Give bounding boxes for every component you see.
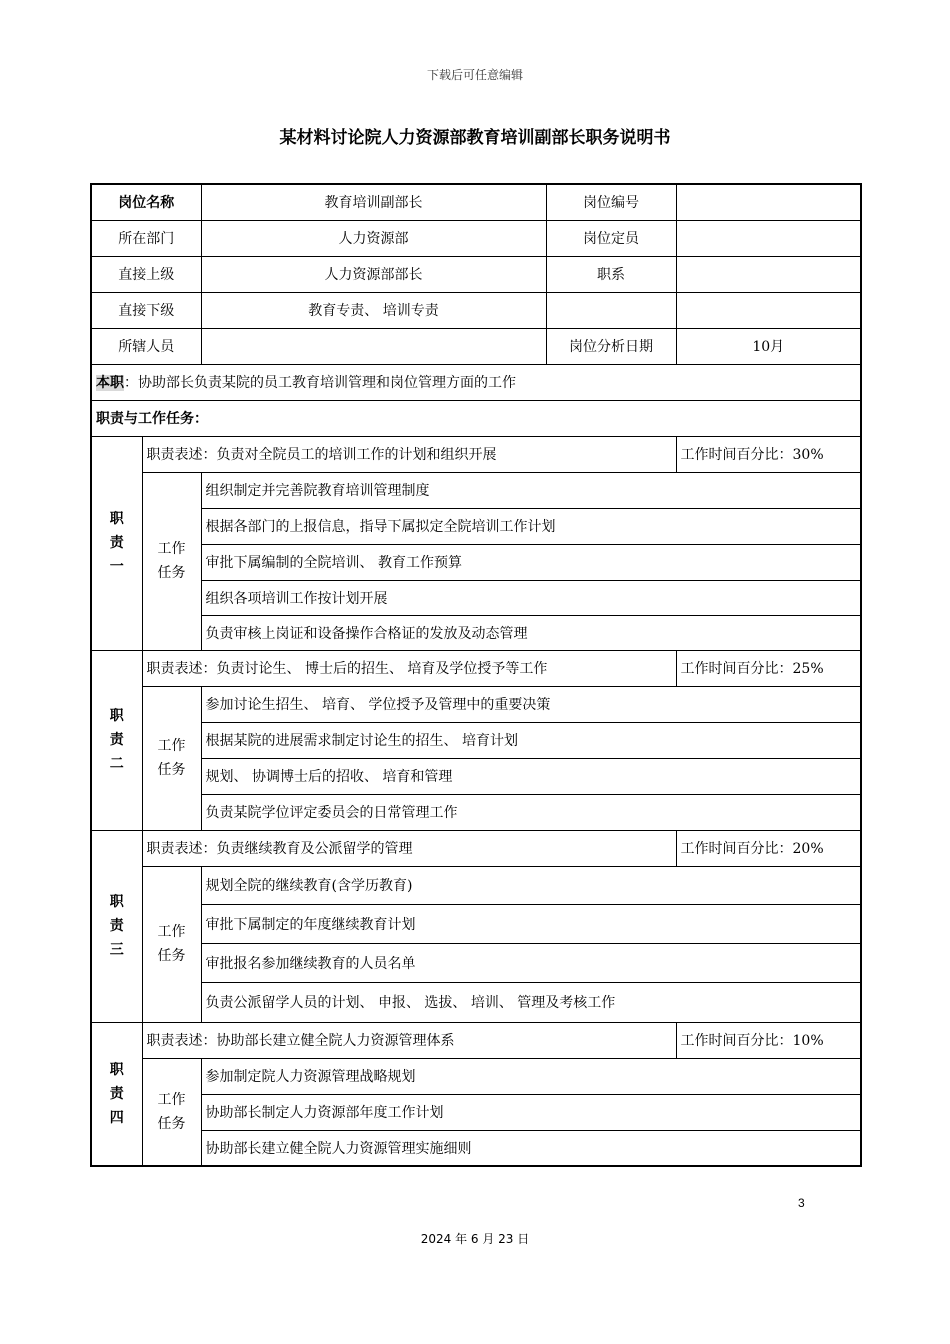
subordinate-value: 教育专责、 培训专责 bbox=[201, 292, 546, 328]
task-label-line: 任务 bbox=[157, 565, 186, 581]
duty-label bbox=[91, 830, 142, 1022]
task-item: 审批下属制定的年度继续教育计划 bbox=[201, 904, 861, 943]
task-row bbox=[91, 982, 861, 1022]
task-item: 参加讨论生招生、 培育、 学位授予及管理中的重要决策 bbox=[201, 686, 861, 722]
position-name-label: 岗位名称 bbox=[91, 184, 201, 220]
task-row bbox=[91, 866, 861, 904]
job-family-label: 职系 bbox=[546, 256, 676, 292]
page-number: 3 bbox=[798, 1196, 805, 1210]
empty-cell bbox=[676, 292, 861, 328]
department-label: 所在部门 bbox=[91, 220, 201, 256]
task-item: 负责审核上岗证和设备操作合格证的发放及动态管理 bbox=[201, 615, 861, 650]
task-row bbox=[91, 722, 861, 758]
work-task-label bbox=[142, 866, 201, 1022]
task-label-line: 工作 bbox=[157, 1091, 186, 1108]
duty-label-char: 一 bbox=[109, 559, 124, 575]
task-row bbox=[91, 1058, 861, 1094]
task-item: 负责某院学位评定委员会的日常管理工作 bbox=[201, 794, 861, 830]
task-item: 协助部长制定人力资源部年度工作计划 bbox=[201, 1094, 861, 1130]
info-row-superior bbox=[91, 256, 861, 292]
duty-label bbox=[91, 1022, 142, 1166]
duty-label-char: 责 bbox=[109, 732, 124, 748]
header-note: 下载后可任意编辑 bbox=[426, 68, 523, 82]
task-label-line: 任务 bbox=[157, 948, 186, 964]
analysis-date-value: 10月 bbox=[676, 328, 861, 364]
task-item: 负责公派留学人员的计划、 申报、 选拔、 培训、 管理及考核工作 bbox=[201, 982, 861, 1022]
task-label-line: 工作 bbox=[157, 541, 186, 557]
duty-time-percentage: 工作时间百分比：25% bbox=[676, 650, 861, 686]
task-row bbox=[91, 1130, 861, 1166]
task-row bbox=[91, 904, 861, 943]
duty-time-percentage: 工作时间百分比：20% bbox=[676, 830, 861, 866]
duty-label-char: 职 bbox=[109, 708, 124, 724]
duty-time-percentage: 工作时间百分比：10% bbox=[676, 1022, 861, 1058]
headcount-value bbox=[676, 220, 861, 256]
headcount-label: 岗位定员 bbox=[546, 220, 676, 256]
superior-label: 直接上级 bbox=[91, 256, 201, 292]
duty-label bbox=[91, 436, 142, 650]
position-name-value: 教育培训副部长 bbox=[201, 184, 546, 220]
job-family-value bbox=[676, 256, 861, 292]
task-label-line: 任务 bbox=[157, 762, 186, 778]
duty-label-char: 职 bbox=[109, 511, 124, 527]
task-label-line: 任务 bbox=[157, 1115, 186, 1132]
task-item: 参加制定院人力资源管理战略规划 bbox=[201, 1058, 861, 1094]
task-item: 审批下属编制的全院培训、 教育工作预算 bbox=[201, 544, 861, 580]
duties-heading: 职责与工作任务： bbox=[91, 400, 861, 436]
duty-label-char: 责 bbox=[109, 918, 124, 934]
task-row bbox=[91, 794, 861, 830]
work-task-label bbox=[142, 1058, 201, 1166]
task-item: 规划、 协调博士后的招收、 培育和管理 bbox=[201, 758, 861, 794]
duty-statement: 职责表述：负责讨论生、 博士后的招生、 培育及学位授予等工作 bbox=[142, 650, 676, 686]
task-item: 根据某院的进展需求制定讨论生的招生、 培育计划 bbox=[201, 722, 861, 758]
duty-statement: 职责表述：负责对全院员工的培训工作的计划和组织开展 bbox=[142, 436, 676, 472]
task-row bbox=[91, 615, 861, 650]
duty-label bbox=[91, 650, 142, 830]
duty-label-char: 责 bbox=[109, 1085, 124, 1102]
document-title: 某材料讨论院人力资源部教育培训副部长职务说明书 bbox=[279, 128, 671, 148]
core-label: 本职 bbox=[96, 375, 124, 391]
task-item: 协助部长建立健全院人力资源管理实施细则 bbox=[201, 1130, 861, 1166]
info-row-department bbox=[91, 220, 861, 256]
duties-heading-row bbox=[91, 400, 861, 436]
core-row bbox=[91, 364, 861, 400]
staff-label: 所辖人员 bbox=[91, 328, 201, 364]
task-item: 根据各部门的上报信息，指导下属拟定全院培训工作计划 bbox=[201, 508, 861, 544]
task-item: 审批报名参加继续教育的人员名单 bbox=[201, 943, 861, 982]
task-row bbox=[91, 508, 861, 544]
task-row bbox=[91, 1094, 861, 1130]
work-task-label bbox=[142, 686, 201, 830]
task-item: 规划全院的继续教育(含学历教育) bbox=[201, 866, 861, 904]
department-value: 人力资源部 bbox=[201, 220, 546, 256]
duty-statement-row bbox=[91, 830, 861, 866]
core-responsibility bbox=[91, 364, 861, 400]
info-row-staff bbox=[91, 328, 861, 364]
task-row bbox=[91, 758, 861, 794]
duty-label-char: 职 bbox=[109, 894, 124, 910]
duty-statement: 职责表述：负责继续教育及公派留学的管理 bbox=[142, 830, 676, 866]
superior-value: 人力资源部部长 bbox=[201, 256, 546, 292]
job-description-table bbox=[90, 183, 862, 1167]
task-item: 组织制定并完善院教育培训管理制度 bbox=[201, 472, 861, 508]
duty-statement-row bbox=[91, 650, 861, 686]
duty-statement-row bbox=[91, 436, 861, 472]
footer-date: 2024 年 6 月 23 日 bbox=[420, 1232, 530, 1246]
duty-label-char: 二 bbox=[109, 756, 124, 772]
info-row-position bbox=[91, 184, 861, 220]
duty-time-percentage: 工作时间百分比：30% bbox=[676, 436, 861, 472]
duty-label-char: 三 bbox=[109, 942, 124, 958]
duty-statement-row bbox=[91, 1022, 861, 1058]
empty-cell bbox=[546, 292, 676, 328]
task-row bbox=[91, 580, 861, 615]
info-row-subordinate bbox=[91, 292, 861, 328]
task-label-line: 工作 bbox=[157, 924, 186, 940]
staff-value bbox=[201, 328, 546, 364]
duty-statement: 职责表述：协助部长建立健全院人力资源管理体系 bbox=[142, 1022, 676, 1058]
duty-label-char: 责 bbox=[109, 535, 124, 551]
task-row bbox=[91, 943, 861, 982]
task-item: 组织各项培训工作按计划开展 bbox=[201, 580, 861, 615]
duty-label-char: 职 bbox=[109, 1061, 124, 1078]
task-row bbox=[91, 472, 861, 508]
position-no-value bbox=[676, 184, 861, 220]
task-label-line: 工作 bbox=[157, 738, 186, 754]
analysis-date-label: 岗位分析日期 bbox=[546, 328, 676, 364]
task-row bbox=[91, 544, 861, 580]
core-text: ：协助部长负责某院的员工教育培训管理和岗位管理方面的工作 bbox=[124, 375, 516, 391]
duty-label-char: 四 bbox=[109, 1109, 124, 1126]
subordinate-label: 直接下级 bbox=[91, 292, 201, 328]
task-row bbox=[91, 686, 861, 722]
position-no-label: 岗位编号 bbox=[546, 184, 676, 220]
work-task-label bbox=[142, 472, 201, 650]
